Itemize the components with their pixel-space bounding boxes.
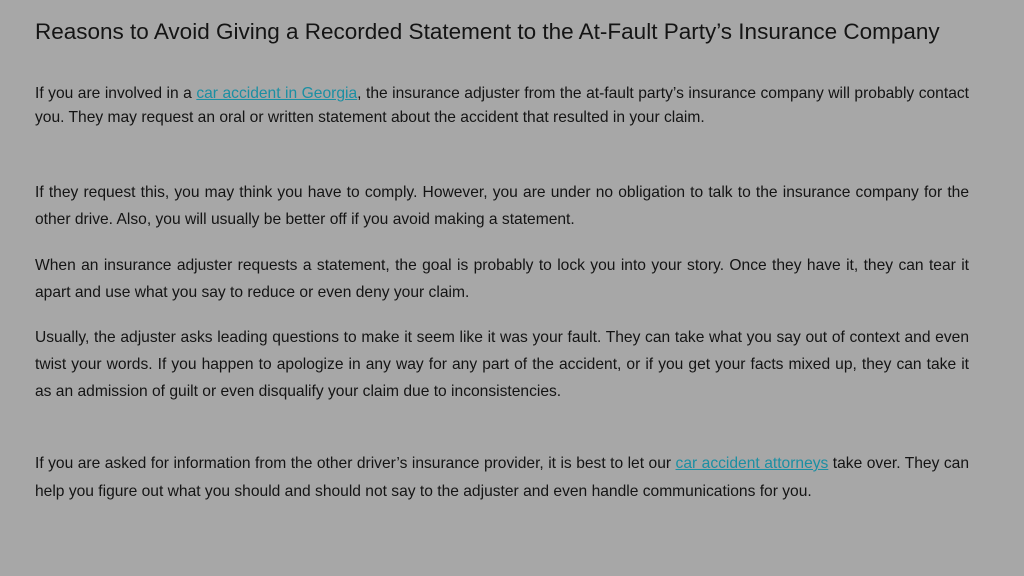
slide <box>35 0 969 576</box>
paragraph-adjuster-goal: When an insurance adjuster requests a statement, the goal is probably to lock you into your story. Once they have it, they can tear it apart and use what you say to reduce or even deny your claim. <box>35 257 969 301</box>
paragraph-attorneys <box>35 450 969 505</box>
paragraph-attorneys-text-before: If you are asked for information from the other driver’s insurance provider, it is best to let our <box>35 455 676 472</box>
car-accident-attorneys-link[interactable]: car accident attorneys <box>675 455 829 472</box>
paragraph-no-obligation: If they request this, you may think you have to comply. However, you are under no obligation to talk to the insurance company for the other drive. Also, you will usually be better off if you avoid making a statement. <box>35 184 969 228</box>
paragraph-intro-text-before: If you are involved in a <box>35 85 197 102</box>
paragraph-leading-questions: Usually, the adjuster asks leading questions to make it seem like it was your fault. They can take what you say out of context and even twist your words. If you happen to apologize in any way for any part of the accident, or if you get your facts mixed up, they can take it as an admission of guilt or even disqualify your claim due to inconsistencies. <box>35 329 969 400</box>
page-title: Reasons to Avoid Giving a Recorded Statement to the At-Fault Party’s Insurance Company <box>35 19 940 44</box>
paragraph-attorneys-text-after: take over. They can help you figure out what you should and should not say to the adjuster and even handle communications for you. <box>35 455 969 500</box>
car-accident-in-georgia-link[interactable]: car accident in Georgia <box>196 85 358 102</box>
paragraph-intro <box>35 82 969 129</box>
paragraph-intro-text-after: , the insurance adjuster from the at-fault party’s insurance company will probably contact you. They may request an oral or written statement about the accident that resulted in your claim. <box>35 85 969 126</box>
